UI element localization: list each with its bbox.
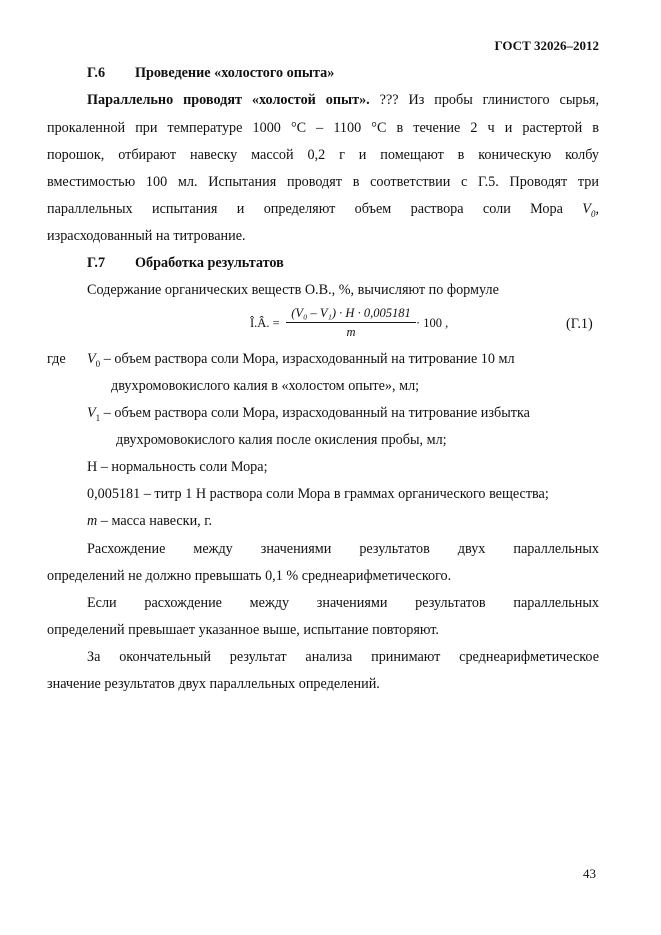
where-v1-cont: двухромовокислого калия после окисления пробы, мл; <box>116 432 447 448</box>
where-label: где <box>47 351 66 367</box>
formula-numerator: (V₀ – V₁) · Н · 0,005181 <box>286 306 416 323</box>
g6-line-2: порошок, отбирают навеску массой 0,2 г и помещают в коническую колбу <box>47 147 599 163</box>
where-v1: $V_1$ – объем раствора соли Мора, израсходованный на титрование избытка <box>87 405 530 423</box>
g6-line-3: вместимостью 100 мл. Испытания проводят в соответствии с Г.5. Проводят три <box>47 174 599 190</box>
g6-line-1: прокаленной при температуре 1000 °С – 1100 °С в течение 2 ч и растертой в <box>47 120 599 136</box>
p3-line2: значение результатов двух параллельных определений. <box>47 676 380 692</box>
formula-tail: · 100 , <box>416 316 449 330</box>
where-m <box>87 513 212 530</box>
p1-line1: Расхождение между значениями результатов двух параллельных <box>87 541 599 557</box>
m-symbol: m <box>87 513 98 529</box>
where-titer: 0,005181 – титр 1 Н раствора соли Мора в граммах органического вещества; <box>87 486 549 502</box>
document-code: ГОСТ 32026–2012 <box>494 38 599 53</box>
formula-denominator: m <box>346 325 356 339</box>
g6-line-4 <box>47 201 599 219</box>
where-n: Н – нормальность соли Мора; <box>87 459 268 475</box>
page-number: 43 <box>583 866 596 881</box>
section-number-g7: Г.7 <box>87 255 106 271</box>
p2-line2: определений превышает указанное выше, испытание повторяют. <box>47 622 439 638</box>
v1-text: – объем раствора соли Мора, израсходованный на титрование избытка <box>100 405 530 421</box>
p1-line2: определений не должно превышать 0,1 % среднеарифметического. <box>47 568 452 584</box>
where-v0: $V_0$ – объем раствора соли Мора, израсходованный на титрование 10 мл <box>87 351 515 369</box>
section-title-g7: Обработка результатов <box>135 255 284 271</box>
g6-v0-symbol: $V_0$, <box>582 201 599 219</box>
v0-text: – объем раствора соли Мора, израсходованный на титрование 10 мл <box>100 351 515 367</box>
g6-lead-rest: ??? Из пробы глинистого сырья, <box>379 92 599 108</box>
g7-intro: Содержание органических веществ О.В., %, вычисляют по формуле <box>87 282 499 298</box>
g6-lead-bold: Параллельно проводят «холостой опыт». <box>87 92 370 108</box>
section-title-g6: Проведение «холостого опыта» <box>135 65 335 81</box>
where-v0-cont: двухромовокислого калия в «холостом опыте», мл; <box>111 378 420 394</box>
m-text: – масса навески, г. <box>97 513 213 529</box>
g6-line-4-text: параллельных испытания и определяют объем раствора соли Мора <box>47 201 563 217</box>
v1-symbol: V <box>87 405 96 421</box>
p2-line1: Если расхождение между значениями результатов параллельных <box>87 595 599 611</box>
formula-number: (Г.1) <box>566 316 593 332</box>
g6-last-line: израсходованный на титрование. <box>47 228 246 244</box>
v0-symbol: V <box>87 351 96 367</box>
p3-line1: За окончательный результат анализа принимают среднеарифметическое <box>87 649 599 665</box>
g6-lead-line <box>87 92 599 109</box>
formula-fraction <box>286 306 416 340</box>
section-number-g6: Г.6 <box>87 65 106 81</box>
formula-lhs: Î.Â. = <box>250 316 280 330</box>
